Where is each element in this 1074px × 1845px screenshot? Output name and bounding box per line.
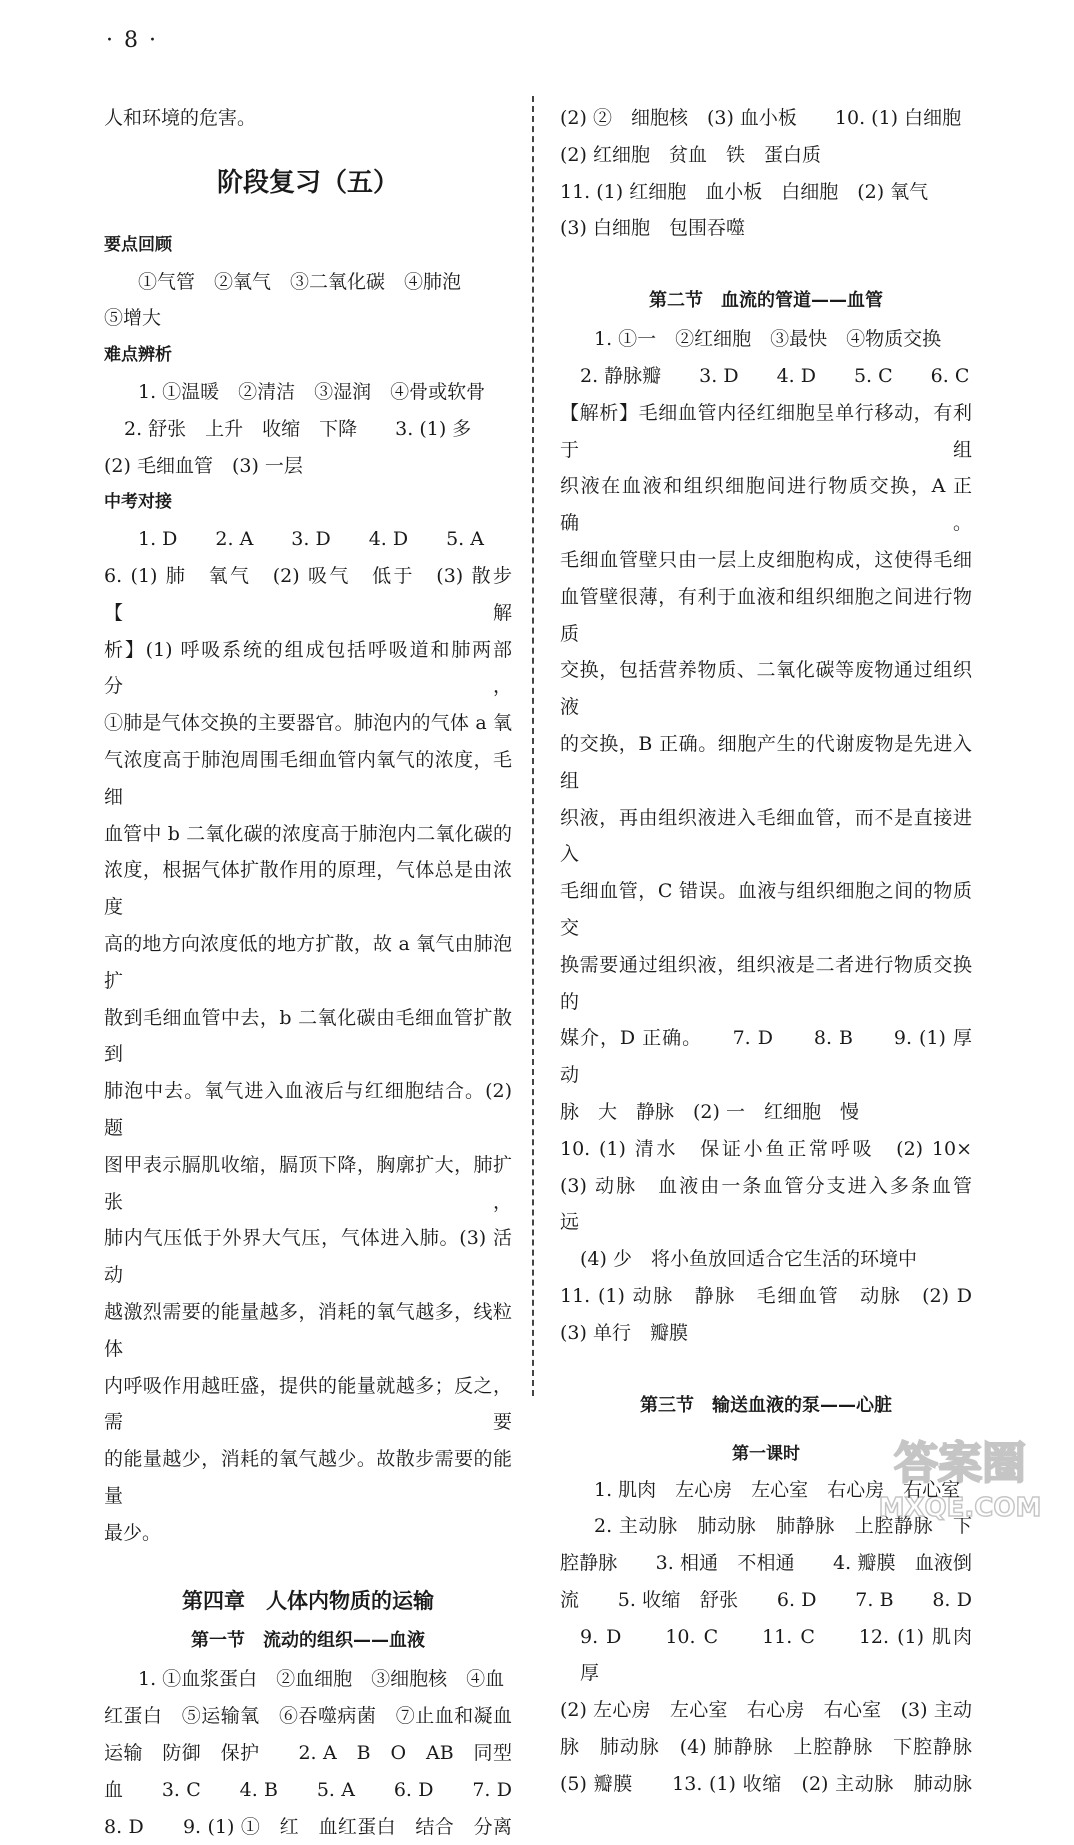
answer-line: (2) 红细胞 贫血 铁 蛋白质	[560, 143, 821, 166]
section-title-heart: 第三节 输送血液的泵——心脏	[640, 1394, 892, 1416]
answer-line: ⑤增大	[104, 307, 162, 330]
answer-line: 9. D 10. C 11. C 12. (1) 肌肉 厚	[580, 1625, 992, 1685]
heading-difficulties: 难点辨析	[104, 345, 172, 366]
answer-line: (5) 瓣膜 13. (1) 收缩 (2) 主动脉 肺动脉	[560, 1772, 972, 1795]
explanation-line: 的交换，B 正确。细胞产生的代谢废物是先进入组	[560, 732, 972, 792]
answer-line: (2) ② 细胞核 (3) 血小板 10. (1) 白细胞	[560, 107, 962, 129]
answer-line: 脉 大 静脉 (2) 一 红细胞 慢	[560, 1100, 859, 1123]
answer-line: 2. 静脉瓣 3. D 4. D 5. C 6. C	[580, 364, 970, 387]
explanation-line: 内呼吸作用越旺盛，提供的能量就越多；反之，需要	[104, 1374, 512, 1434]
answer-line: ①气管 ②氧气 ③二氧化碳 ④肺泡	[138, 270, 462, 293]
answer-line: 血 3. C 4. B 5. A 6. D 7. D	[104, 1778, 512, 1801]
explanation-line: 浓度，根据气体扩散作用的原理，气体总是由浓度	[104, 859, 512, 919]
answer-line: 2. 主动脉 肺动脉 肺静脉 上腔静脉 下	[594, 1515, 972, 1538]
explanation-line: 交换，包括营养物质、二氧化碳等废物通过组织液	[560, 659, 972, 719]
answer-line: 流 5. 收缩 舒张 6. D 7. B 8. D	[560, 1588, 972, 1611]
answer-line: 1. ①一 ②红细胞 ③最快 ④物质交换	[594, 328, 942, 351]
explanation-line: 血管中 b 二氧化碳的浓度高于肺泡内二氧化碳的	[104, 822, 512, 845]
answer-line: 6. (1) 肺 氧气 (2) 吸气 低于 (3) 散步 【解	[104, 564, 532, 624]
explanation-line: 毛细血管，C 错误。血液与组织细胞之间的物质交	[560, 880, 972, 939]
answer-line: (2) 毛细血管 (3) 一层	[104, 454, 303, 477]
explanation-line: 析】(1) 呼吸系统的组成包括呼吸道和肺两部分，	[104, 638, 512, 698]
left-column	[104, 100, 532, 1845]
text-line: 人和环境的危害。	[104, 107, 257, 129]
explanation-line: 最少。	[104, 1521, 162, 1544]
right-column	[560, 100, 992, 1803]
explanation-line: 毛细血管壁只由一层上皮细胞构成，这使得毛细	[560, 548, 972, 571]
answer-line: 运输 防御 保护 2. A B O AB 同型	[104, 1742, 512, 1765]
explanation-line: 【解析】毛细血管内径红细胞呈单行移动，有利于组	[560, 401, 972, 461]
answer-line: 1. 肌肉 左心房 左心室 右心房 右心室	[594, 1478, 961, 1501]
explanation-line: 的能量越少，消耗的氧气越少。故散步需要的能量	[104, 1448, 512, 1507]
explanation-line: 高的地方向浓度低的地方扩散，故 a 氧气由肺泡扩	[104, 932, 512, 992]
answer-line: 11. (1) 动脉 静脉 毛细血管 动脉 (2) D	[560, 1284, 972, 1307]
explanation-line: 织液在血液和组织细胞间进行物质交换，A 正确。	[560, 475, 972, 535]
chapter-title: 第四章 人体内物质的运输	[182, 1589, 434, 1614]
answer-line: 11. (1) 红细胞 血小板 白细胞 (2) 氧气	[560, 180, 929, 203]
explanation-line: ①肺是气体交换的主要器官。肺泡内的气体 a 氧	[104, 712, 512, 735]
section-title-blood: 第一节 流动的组织——血液	[191, 1630, 425, 1652]
explanation-line: 血管壁很薄，有利于血液和组织细胞之间进行物质	[560, 585, 972, 645]
answer-line: 2. 舒张 上升 收缩 下降 3. (1) 多	[124, 417, 472, 440]
watermark-logo	[860, 1422, 1060, 1526]
answer-line: (4) 少 将小鱼放回适合它生活的环境中	[580, 1248, 917, 1271]
watermark-text: 答案圈	[894, 1438, 1026, 1489]
explanation-line: 肺内气压低于外界大气压，气体进入肺。(3) 活动	[104, 1227, 512, 1287]
answer-line: 8. D 9. (1) ① 红 血红蛋白 结合 分离	[104, 1815, 512, 1838]
answer-line: 10. (1) 清水 保证小鱼正常呼吸 (2) 10×	[560, 1137, 972, 1160]
section-title-vessels: 第二节 血流的管道——血管	[649, 290, 883, 312]
explanation-line: 散到毛细血管中去，b 二氧化碳由毛细血管扩散到	[104, 1006, 512, 1066]
explanation-line: 越激烈需要的能量越多，消耗的氧气越多，线粒体	[104, 1300, 512, 1360]
answer-line: 1. ①温暖 ②清洁 ③湿润 ④骨或软骨	[138, 380, 486, 403]
section-title-review: 阶段复习（五）	[216, 167, 399, 198]
explanation-line: 肺泡中去。氧气进入血液后与红细胞结合。(2) 题	[104, 1080, 512, 1139]
lesson-title: 第一课时	[732, 1443, 800, 1464]
explanation-line: 织液，再由组织液进入毛细血管，而不是直接进入	[560, 806, 972, 866]
answer-line: 1. D 2. A 3. D 4. D 5. A	[138, 528, 484, 551]
answer-line: 1. ①血浆蛋白 ②血细胞 ③细胞核 ④血	[138, 1668, 505, 1691]
explanation-line: 媒介，D 正确。 7. D 8. B 9. (1) 厚 动	[560, 1027, 992, 1087]
answer-line: 脉 肺动脉 (4) 肺静脉 上腔静脉 下腔静脉	[560, 1736, 972, 1759]
answer-line: (3) 动脉 血液由一条血管分支进入多条血管 远	[560, 1174, 992, 1234]
answer-line: 红蛋白 ⑤运输氧 ⑥吞噬病菌 ⑦止血和凝血	[104, 1705, 512, 1728]
answer-line: (3) 白细胞 包围吞噬	[560, 217, 745, 240]
heading-key-points: 要点回顾	[104, 234, 172, 255]
answer-line: 腔静脉 3. 相通 不相通 4. 瓣膜 血液倒	[560, 1552, 972, 1575]
column-divider	[532, 96, 534, 1396]
answer-line: (2) 左心房 左心室 右心房 右心室 (3) 主动	[560, 1699, 972, 1722]
page-number: · 8 ·	[106, 28, 158, 53]
watermark-url: MXQE.COM	[878, 1493, 1042, 1523]
heading-exam-link: 中考对接	[104, 492, 172, 513]
explanation-line: 换需要通过组织液，组织液是二者进行物质交换的	[560, 953, 972, 1013]
explanation-line: 图甲表示膈肌收缩，膈顶下降，胸廓扩大，肺扩张，	[104, 1153, 512, 1213]
answer-line: (3) 单行 瓣膜	[560, 1321, 688, 1344]
explanation-line: 气浓度高于肺泡周围毛细血管内氧气的浓度，毛细	[104, 748, 512, 808]
